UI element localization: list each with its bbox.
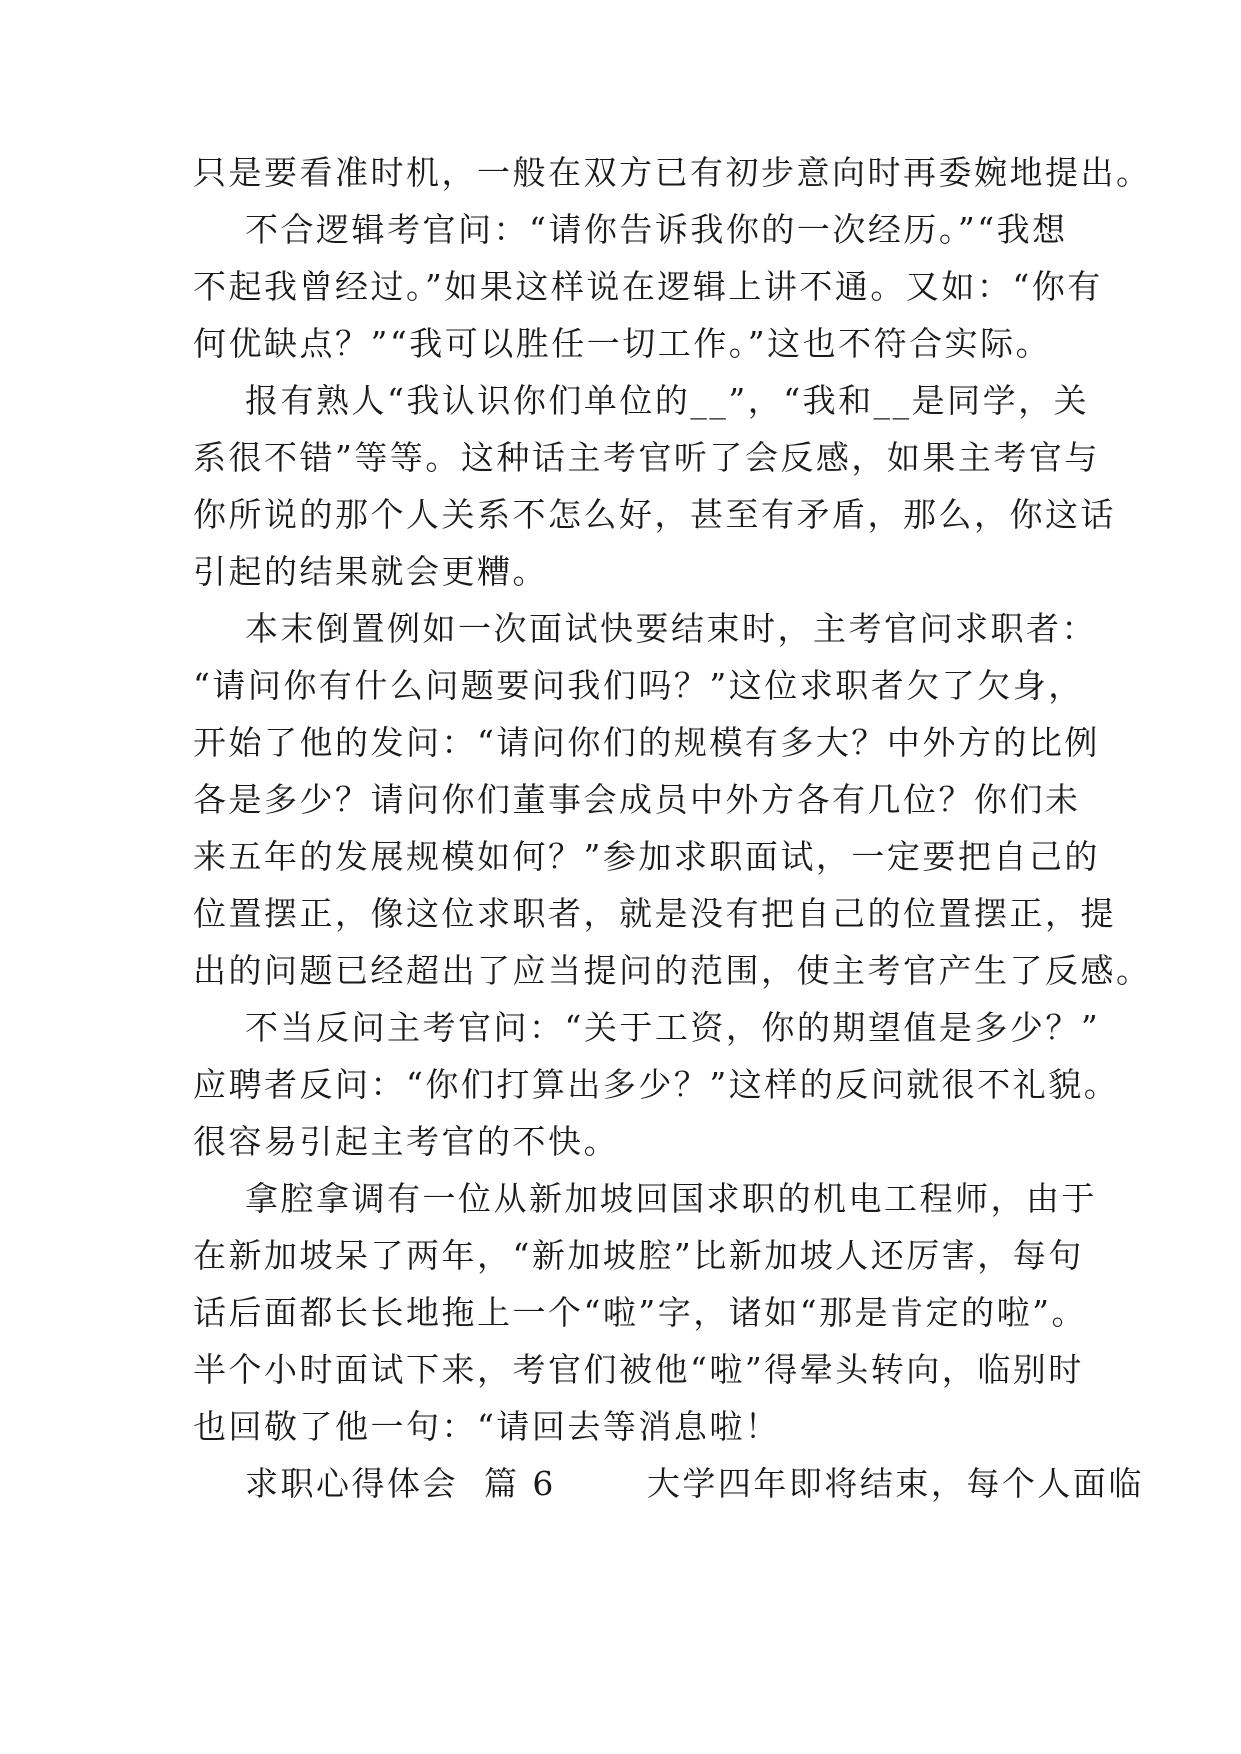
text-line: 何优缺点？”“我可以胜任一切工作。”这也不符合实际。 [193, 324, 1052, 363]
text-line: 半个小时面试下来，考官们被他“啦”得晕头转向，临别时 [193, 1350, 1084, 1389]
text-line: 来五年的发展规模如何？”参加求职面试，一定要把自己的 [193, 837, 1100, 876]
text-line: 不起我曾经过。”如果这样说在逻辑上讲不通。又如：“你有 [193, 267, 1103, 306]
text-line: 拿腔拿调有一位从新加坡回国求职的机电工程师，由于 [193, 1179, 1097, 1218]
text-line: 位置摆正，像这位求职者，就是没有把自己的位置摆正，提 [193, 894, 1116, 933]
text-line: 引起的结果就会更糟。 [193, 552, 548, 591]
text-line: 只是要看准时机，一般在双方已有初步意向时再委婉地提出。 [193, 153, 1152, 192]
text-line: 不当反问主考官问：“关于工资，你的期望值是多少？” [193, 1008, 1101, 1047]
text-line: 很容易引起主考官的不快。 [193, 1122, 619, 1161]
text-line: 本末倒置例如一次面试快要结束时，主考官问求职者： [193, 609, 1097, 648]
text-line: 你所说的那个人关系不怎么好，甚至有矛盾，那么，你这话 [193, 495, 1116, 534]
text-line: 各是多少？请问你们董事会成员中外方各有几位？你们未 [193, 780, 1081, 819]
text-line: 不合逻辑考官问：“请你告诉我你的一次经历。”“我想 [193, 210, 1068, 249]
text-line: 出的问题已经超出了应当提问的范围，使主考官产生了反感。 [193, 951, 1152, 990]
text-line: 话后面都长长地拖上一个“啦”字，诸如“那是肯定的啦”。 [193, 1293, 1087, 1332]
text-line: 求职心得体会 篇 6 大学四年即将结束，每个人面临 [193, 1464, 1144, 1503]
text-line: “请问你有什么问题要问我们吗？”这位求职者欠了欠身， [193, 666, 1084, 705]
text-line: 开始了他的发问：“请问你们的规模有多大？中外方的比例 [193, 723, 1100, 762]
text-line: 也回敬了他一句：“请回去等消息啦！ [193, 1407, 781, 1446]
text-line: 在新加坡呆了两年，“新加坡腔”比新加坡人还厉害，每句 [193, 1236, 1084, 1275]
text-line: 系很不错”等等。这种话主考官听了会反感，如果主考官与 [193, 438, 1100, 477]
text-line: 应聘者反问：“你们打算出多少？”这样的反问就很不礼貌。 [193, 1065, 1120, 1104]
text-line: 报有熟人“我认识你们单位的__”，“我和__是同学，关 [193, 381, 1090, 420]
